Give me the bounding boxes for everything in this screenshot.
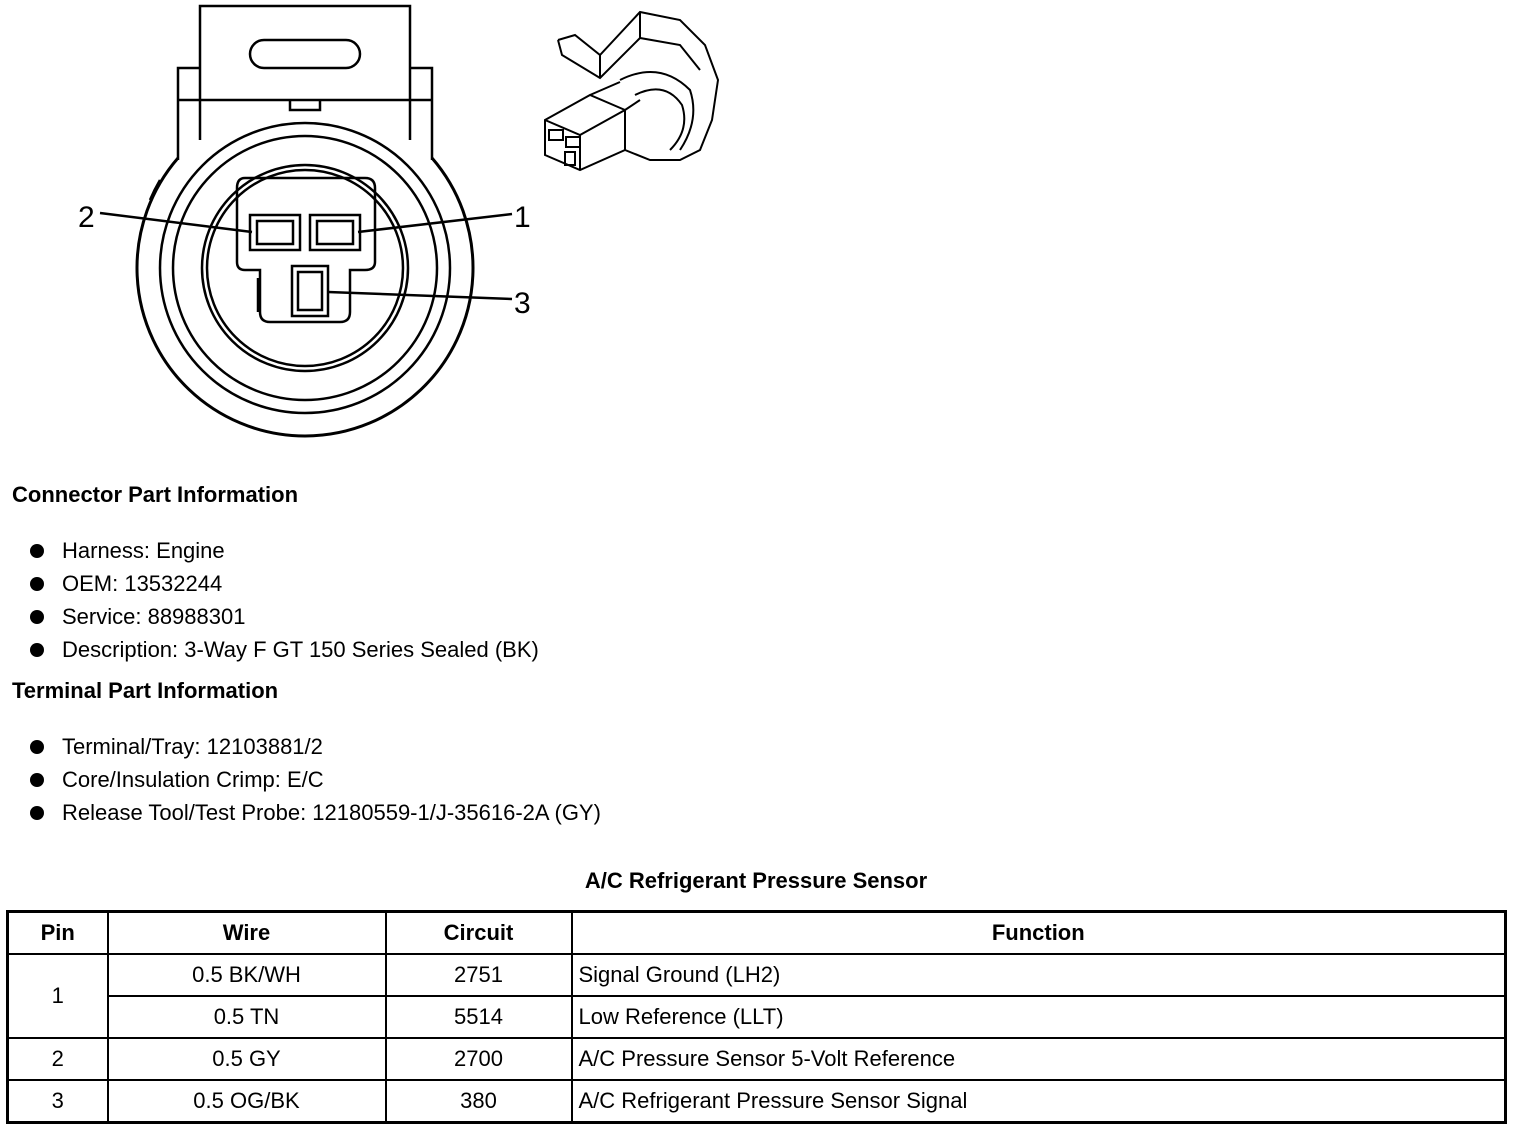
cell-pin: 2 [8,1038,108,1080]
bullet-icon [30,740,44,754]
list-item [30,567,539,600]
terminal-info-list [30,730,601,829]
pin-label-3: 3 [514,287,531,320]
header-wire: Wire [108,912,386,955]
pin-label-1: 1 [514,201,531,234]
cell-circuit: 2751 [386,954,572,996]
bullet-icon [30,544,44,558]
cell-function: Signal Ground (LH2) [572,954,1506,996]
list-item-text: Core/Insulation Crimp: E/C [62,767,324,792]
list-item [30,763,601,796]
pin-label-2: 2 [78,201,95,234]
connector-diagram [0,0,1520,470]
list-item [30,600,539,633]
table-header-row [8,912,1506,955]
bullet-icon [30,610,44,624]
cell-function: A/C Refrigerant Pressure Sensor Signal [572,1080,1506,1123]
list-item-text: Harness: Engine [62,538,225,563]
list-item-text: OEM: 13532244 [62,571,223,596]
header-pin: Pin [8,912,108,955]
pin-table [6,910,1507,1124]
cell-pin: 3 [8,1080,108,1123]
cell-function: A/C Pressure Sensor 5-Volt Reference [572,1038,1506,1080]
cell-circuit: 380 [386,1080,572,1123]
connector-iso-view [545,12,718,170]
terminal-info-title: Terminal Part Information [12,678,279,703]
list-item [30,534,539,567]
table-title: A/C Refrigerant Pressure Sensor [584,868,928,893]
table-row [8,1080,1506,1123]
list-item [30,633,539,666]
cell-wire: 0.5 OG/BK [108,1080,386,1123]
list-item-text: Description: 3-Way F GT 150 Series Sealed (BK) [62,637,539,662]
header-function: Function [572,912,1506,955]
list-item-text: Service: 88988301 [62,604,246,629]
connector-face-view [100,6,512,436]
cell-circuit: 2700 [386,1038,572,1080]
connector-info-list [30,534,539,666]
list-item-text: Release Tool/Test Probe: 12180559-1/J-35616-2A (GY) [62,800,601,825]
cell-function: Low Reference (LLT) [572,996,1506,1038]
cell-circuit: 5514 [386,996,572,1038]
bullet-icon [30,643,44,657]
list-item [30,796,601,829]
cell-wire: 0.5 TN [108,996,386,1038]
list-item-text: Terminal/Tray: 12103881/2 [62,734,323,759]
bullet-icon [30,577,44,591]
connector-info-title: Connector Part Information [12,482,299,507]
cell-pin: 1 [8,954,108,1038]
list-item [30,730,601,763]
table-row [8,954,1506,996]
cell-wire: 0.5 GY [108,1038,386,1080]
table-row [8,1038,1506,1080]
bullet-icon [30,773,44,787]
header-circuit: Circuit [386,912,572,955]
bullet-icon [30,806,44,820]
cell-wire: 0.5 BK/WH [108,954,386,996]
table-row [8,996,1506,1038]
